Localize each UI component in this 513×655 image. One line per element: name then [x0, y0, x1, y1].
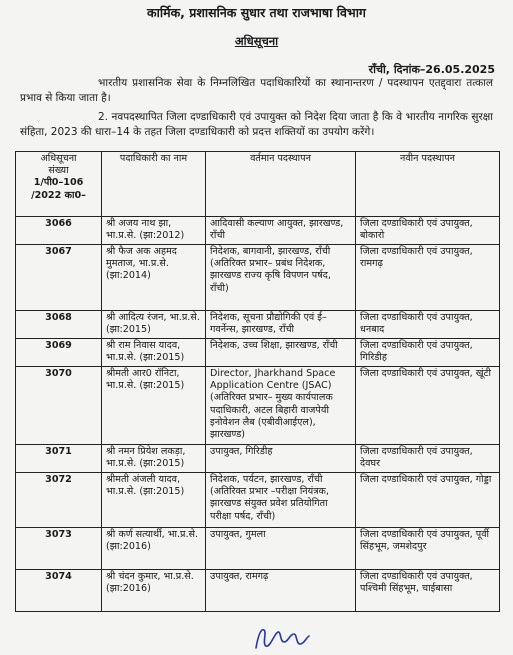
notice-title	[0, 34, 513, 49]
row-number: 3070	[16, 367, 102, 445]
table-row	[16, 245, 500, 311]
posting-table	[15, 151, 500, 612]
row-new: जिला दण्डाधिकारी एवं उपायुक्त, खूंटी	[356, 367, 500, 445]
row-current: निदेशक, उच्च शिक्षा, झारखण्ड, राँची	[206, 339, 356, 367]
row-name: श्री नमन प्रियेश लकड़ा, भा.प्र.से. (झा:2015)	[102, 445, 206, 473]
row-name: श्री चंदन कुमार, भा.प्र.से. (झा:2016)	[102, 570, 206, 612]
notice-title-text: अधिसूचना	[234, 34, 279, 48]
table-row	[16, 311, 500, 339]
row-current: उपायुक्त, गिरिडीह	[206, 445, 356, 473]
row-name: श्री अजय नाथ झा, भा.प्र.से. (झा:2012)	[102, 217, 206, 245]
header-line: संख्या	[48, 165, 69, 177]
header-new-posting: नवीन पदस्थापन	[356, 152, 500, 217]
paragraph-1: भारतीय प्रशासनिक सेवा के निम्नलिखित पदाधिकारियों का स्थानान्तरण / पदस्थापन एतद्द्वारा तत्काल प्रभाव से किया जाता है।	[20, 77, 493, 104]
row-new: जिला दण्डाधिकारी एवं उपायुक्त, पश्चिमी सिंहभूम, चाईबासा	[356, 570, 500, 612]
header-line: /2022 का0–	[31, 189, 86, 201]
row-name: श्री कर्ण सत्यार्थी, भा.प्र.से. (झा:2016)	[102, 528, 206, 570]
row-number: 3072	[16, 473, 102, 528]
header-line: अधिसूचना	[40, 153, 77, 164]
row-name: श्री राम निवास यादव, भा.प्र.से. (झा:2015)	[102, 339, 206, 367]
row-number: 3073	[16, 528, 102, 570]
row-number: 3071	[16, 445, 102, 473]
row-new: जिला दण्डाधिकारी एवं उपायुक्त, बोकारो	[356, 217, 500, 245]
header-officer-name: पदाधिकारी का नाम	[102, 152, 206, 217]
row-new: जिला दण्डाधिकारी एवं उपायुक्त, गोड्डा	[356, 473, 500, 528]
row-name: श्रीमती अंजली यादव, भा.प्र.से. (झा:2015)	[102, 473, 206, 528]
row-current: Director, Jharkhand Space Application Centre (JSAC) (अतिरिक्त प्रभार– मुख्य कार्यपालक पदाधिकारी, अटल बिहारी वाजपेयी इनोवेशन लैब (एबीवीआईएल), झारखण्ड)	[206, 367, 356, 445]
header-line: 1/पी0–106	[33, 177, 84, 189]
row-name: श्री फैज अक अहमद मुमताज, भा.प्र.से. (झा:2014)	[102, 245, 206, 311]
header-notification-number	[16, 152, 102, 217]
row-name: श्रीमती आर0 रॉनिटा, भा.प्र.से. (झा:2015)	[102, 367, 206, 445]
row-number: 3068	[16, 311, 102, 339]
table-row	[16, 473, 500, 528]
row-number: 3066	[16, 217, 102, 245]
row-new: जिला दण्डाधिकारी एवं उपायुक्त, रामगढ़	[356, 245, 500, 311]
row-current: निदेशक, सूचना प्रौद्योगिकी एवं ई–गवर्नेन्स, झारखण्ड, राँची	[206, 311, 356, 339]
place-date: राँची, दिनांक–26.05.2025	[368, 63, 495, 76]
row-number: 3074	[16, 570, 102, 612]
row-number: 3069	[16, 339, 102, 367]
row-current: निदेशक, बागवानी, झारखण्ड, राँची (अतिरिक्त प्रभार– प्रबंध निदेशक, झारखण्ड राज्य कृषि विपणन पर्षद, राँची)	[206, 245, 356, 311]
table-row	[16, 339, 500, 367]
row-current: आदिवासी कल्याण आयुक्त, झारखण्ड, राँची	[206, 217, 356, 245]
row-current: निदेशक, पर्यटन, झारखण्ड, राँची (अतिरिक्त प्रभार –परीक्षा नियंत्रक, झारखण्ड संयुक्त प्रवेश प्रतियोगिता परीक्षा पर्षद, राँची)	[206, 473, 356, 528]
signature-mark	[252, 622, 312, 652]
table-row	[16, 445, 500, 473]
header-current-posting: वर्तमान पदस्थापन	[206, 152, 356, 217]
row-new: जिला दण्डाधिकारी एवं उपायुक्त, पूर्वी सिंहभूम, जमशेदपुर	[356, 528, 500, 570]
table-row	[16, 217, 500, 245]
table-row	[16, 570, 500, 612]
row-new: जिला दण्डाधिकारी एवं उपायुक्त, देवघर	[356, 445, 500, 473]
paragraph-2: 2. नवपदस्थापित जिला दण्डाधिकारी एवं उपायुक्त को निदेश दिया जाता है कि वे भारतीय नागरिक सुरक्षा संहिता, 2023 की धारा–14 के तहत जिला दण्डाधिकारी को प्रदत्त शक्तियों का उपयोग करेंगे।	[20, 111, 493, 138]
row-new: जिला दण्डाधिकारी एवं उपायुक्त, गिरिडीह	[356, 339, 500, 367]
row-current: उपायुक्त, गुमला	[206, 528, 356, 570]
row-number: 3067	[16, 245, 102, 311]
table-row	[16, 367, 500, 445]
row-new: जिला दण्डाधिकारी एवं उपायुक्त, धनबाद	[356, 311, 500, 339]
row-current: उपायुक्त, रामगढ़	[206, 570, 356, 612]
table-header-row	[16, 152, 500, 217]
table-row	[16, 528, 500, 570]
row-name: श्री आदित्य रंजन, भा.प्र.से. (झा:2015)	[102, 311, 206, 339]
department-heading: कार्मिक, प्रशासनिक सुधार तथा राजभाषा विभाग	[147, 5, 366, 20]
